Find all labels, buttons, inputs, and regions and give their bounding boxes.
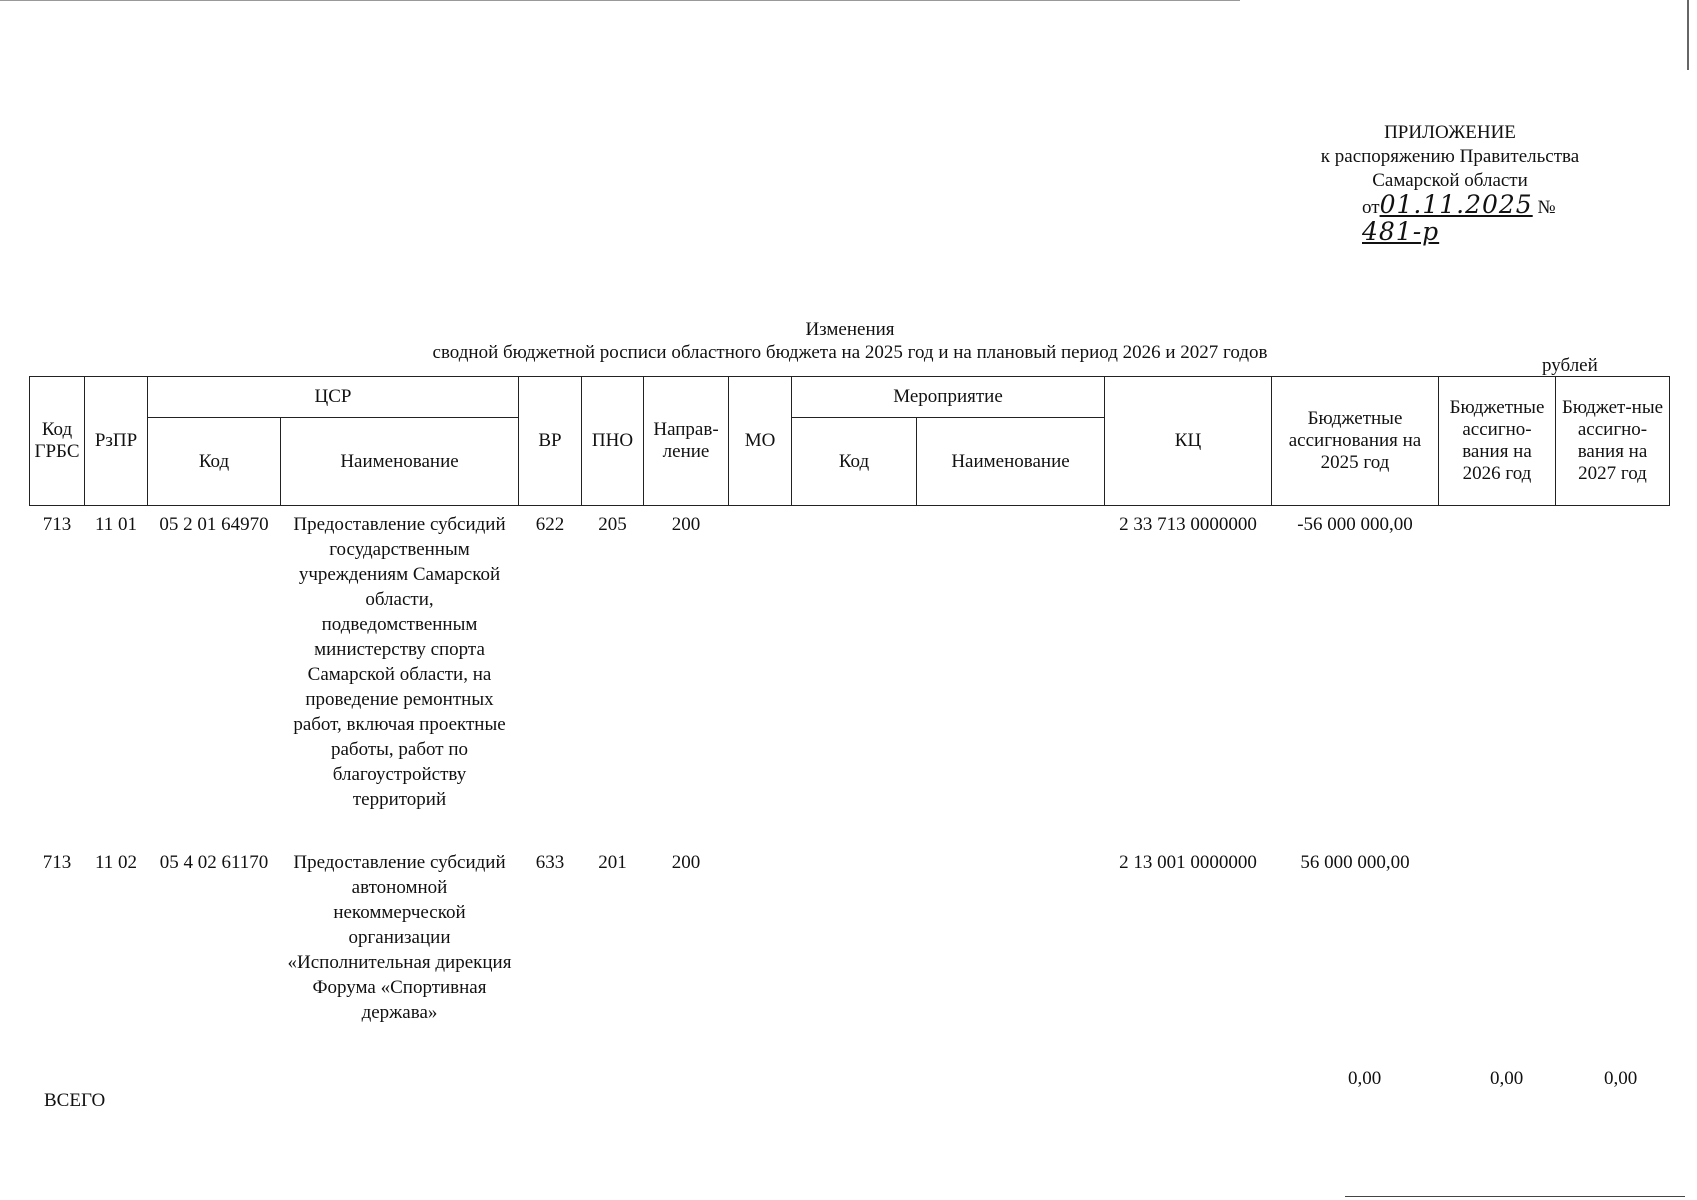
cell-csr-name: Предоставление субсидий автономной некоммерческой организации «Исполнительная дирекция Форума «Спортивная держава»	[287, 851, 512, 1023]
header-budget-2027: Бюджет-ные ассигно-вания на 2027 год	[1556, 377, 1670, 506]
cell-budget-2027	[1556, 506, 1670, 844]
cell-budget-2025: 56 000 000,00	[1300, 851, 1410, 873]
header-row-1	[30, 377, 1670, 418]
right-edge-rule	[1687, 0, 1689, 70]
header-napravlenie: Направ-ление	[644, 377, 729, 506]
cell-rzpr: 11 01	[94, 514, 138, 535]
total-budget-2025: 0,00	[1348, 1068, 1382, 1089]
appendix-block	[1300, 121, 1600, 247]
cell-csr-kod: 05 4 02 61170	[159, 851, 269, 873]
title-line-1: Изменения	[805, 319, 895, 340]
cell-mer-kod	[792, 844, 917, 1031]
cell-kod-grbs: 713	[42, 851, 72, 873]
cell-kc: 2 13 001 0000000	[1119, 851, 1257, 873]
cell-vr: 633	[535, 851, 565, 873]
header-rzpr: РзПР	[85, 377, 148, 506]
header-csr-name: Наименование	[281, 418, 519, 506]
date-prefix: от	[1362, 197, 1380, 218]
cell-mer-name	[917, 506, 1105, 844]
table-row	[30, 844, 1670, 1031]
total-label: ВСЕГО	[44, 1090, 106, 1111]
header-mer-kod: Код	[792, 418, 917, 506]
title-line-2: сводной бюджетной росписи областного бюджета на 2025 год и на плановый период 2026 и 2027 годов	[432, 342, 1268, 363]
cell-rzpr: 11 02	[94, 851, 138, 873]
header-mer-name: Наименование	[917, 418, 1105, 506]
appendix-line-2: Самарской области	[1372, 170, 1528, 191]
cell-kc: 2 33 713 0000000	[1119, 514, 1257, 535]
cell-csr-name: Предоставление субсидий государственным учреждениям Самарской области, подведомственным министерству спорта Самарской области, на проведение ремонтных работ, включая проектные работы, работ по благоустройству территорий	[293, 514, 506, 810]
cell-pno: 201	[598, 851, 627, 873]
cell-vr: 622	[535, 514, 565, 535]
header-budget-2025: Бюджетные ассигнования на 2025 год	[1272, 377, 1439, 506]
units-label: рублей	[1542, 355, 1598, 376]
total-budget-2027: 0,00	[1604, 1068, 1638, 1089]
appendix-line-1: к распоряжению Правительства	[1320, 146, 1580, 167]
header-pno: ПНО	[582, 377, 644, 506]
header-mo: МО	[729, 377, 792, 506]
document-title	[330, 318, 1370, 364]
cell-napravlenie: 200	[671, 514, 701, 535]
header-kod-grbs: Код ГРБС	[30, 377, 85, 506]
table-row	[30, 506, 1670, 844]
cell-budget-2025: -56 000 000,00	[1297, 514, 1413, 535]
header-kc: КЦ	[1105, 377, 1272, 506]
cell-kod-grbs: 713	[42, 514, 72, 535]
header-csr: ЦСР	[148, 377, 519, 418]
number-prefix: №	[1537, 197, 1556, 218]
cell-budget-2027	[1556, 844, 1670, 1031]
handwritten-date: 01.11.2025	[1379, 190, 1533, 219]
header-budget-2026: Бюджетные ассигно-вания на 2026 год	[1439, 377, 1556, 506]
cell-pno: 205	[598, 514, 627, 535]
cell-csr-kod: 05 2 01 64970	[159, 514, 269, 535]
header-vr: ВР	[519, 377, 582, 506]
bottom-rule	[1345, 1196, 1685, 1197]
appendix-date-number	[1300, 190, 1600, 247]
appendix-title: ПРИЛОЖЕНИЕ	[1384, 122, 1516, 143]
handwritten-number: 481-р	[1362, 217, 1440, 246]
total-budget-2026: 0,00	[1490, 1068, 1524, 1089]
budget-changes-table	[29, 376, 1670, 1031]
cell-budget-2026	[1439, 844, 1556, 1031]
cell-budget-2026	[1439, 506, 1556, 844]
header-csr-kod: Код	[148, 418, 281, 506]
cell-mer-name	[917, 844, 1105, 1031]
cell-mer-kod	[792, 506, 917, 844]
cell-napravlenie: 200	[671, 851, 701, 873]
header-meropriyatie: Мероприятие	[792, 377, 1105, 418]
cell-mo	[729, 506, 792, 844]
top-rule	[0, 0, 1240, 1]
cell-mo	[729, 844, 792, 1031]
